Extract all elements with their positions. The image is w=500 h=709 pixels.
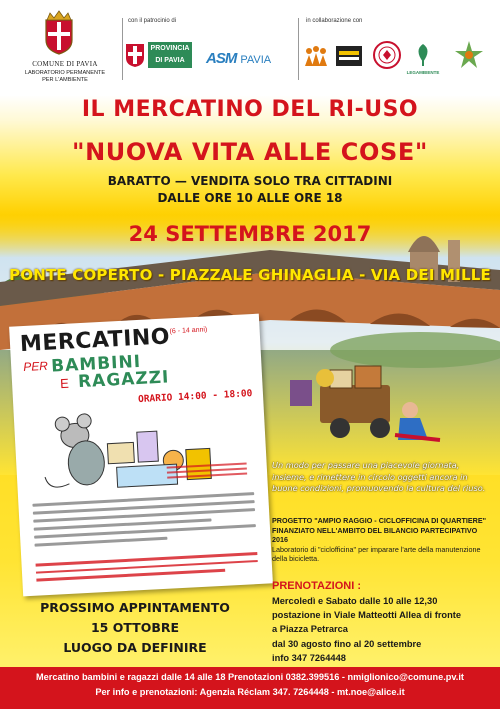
mouse-with-toys-illustration-icon: [35, 398, 220, 499]
flyer-title: MERCATINO: [19, 324, 171, 358]
provincia-logo-text: PROVINCIA DI PAVIA: [148, 42, 192, 68]
asm-pavia-text: PAVIA: [240, 54, 272, 66]
laboratorio-name: [10, 70, 120, 84]
flyer-red-text: [36, 552, 259, 586]
prenotazioni-line: a Piazza Petrarca: [272, 624, 348, 635]
flyer-body-text: [32, 492, 256, 552]
flyer-ragazzi: RAGAZZI: [77, 367, 170, 393]
prenotazioni-line: dal 30 agosto fino al 20 settembre: [272, 638, 422, 649]
prenotazioni-line: Mercoledì e Sabato dalle 10 alle 12,30: [272, 596, 438, 606]
lab-line-1: LABORATORIO PERMANENTE: [24, 70, 106, 76]
baratto-line: BARATTO — VENDITA SOLO TRA CITTADINI: [107, 174, 393, 188]
footer-bar: [0, 667, 500, 709]
orari-line: DALLE ORE 10 ALLE ORE 18: [157, 191, 343, 205]
progetto-title: PROGETTO "AMPIO RAGGIO - CICLOFFICINA DI QUARTIERE" FINANZIATO NELL'AMBITO DEL BILANCIO PARTECIPATIVO 2016: [272, 516, 487, 544]
flyer-per: PER: [22, 358, 49, 375]
divider: [298, 18, 299, 80]
progetto-text: Laboratorio di "ciclofficina" per imparare l'arte della manutenzione della bicicletta.: [272, 544, 481, 563]
prenotazioni-line: postazione in Viale Matteotti Allea di fronte: [272, 610, 462, 621]
divider: [122, 18, 123, 80]
prenotazioni-line: info 347 7264448: [272, 652, 346, 663]
prenotazioni-title: PRENOTAZIONI :: [272, 580, 362, 592]
patrocinio-label: con il patrocinio di: [128, 18, 177, 24]
asm-logo: [206, 50, 288, 70]
collaborator-seal-logo-icon: [372, 40, 402, 70]
prossimo-line-1: PROSSIMO APPINTAMENTO: [40, 600, 230, 615]
flyer-age: (6 - 14 anni): [169, 326, 208, 336]
mercatino-bambini-flyer: [9, 314, 273, 597]
prossimo-line-2: 15 OTTOBRE: [90, 620, 180, 635]
collaborator-star-logo-icon: [452, 38, 486, 72]
flyer-e: E: [59, 375, 70, 392]
legambiente-label: LEGAMBIENTE: [406, 70, 440, 75]
flyer-note: [167, 462, 248, 481]
provincia-logo: [124, 40, 192, 70]
main-title: IL MERCATINO DEL RI-USO: [81, 97, 419, 122]
progetto-block: [272, 516, 492, 564]
lab-line-2: PER L'AMBIENTE: [42, 77, 88, 83]
comune-name: COMUNE DI PAVIA: [32, 60, 98, 68]
event-date: 24 SETTEMBRE 2017: [128, 222, 372, 246]
footer-line-2: Per info e prenotazioni: Agenzia Réclam 347. 7264448 - mt.noe@alice.it: [95, 687, 405, 697]
legambiente-logo-icon: [408, 40, 438, 70]
collaborator-box-logo-icon: [334, 42, 364, 70]
flyer-bambini: BAMBINI: [50, 351, 142, 377]
prossimo-line-3: LUOGO DA DEFINIRE: [63, 640, 207, 655]
footer-line-1: Mercatino bambini e ragazzi dalle 14 alle 18 Prenotazioni 0382.399516 - nmiglionico@comune.pv.it: [36, 672, 464, 682]
provincia-crest-icon: [124, 40, 146, 68]
collaborator-figures-logo-icon: [302, 42, 330, 70]
collab-label: in collaborazione con: [306, 18, 363, 24]
event-places: PONTE COPERTO - PIAZZALE GHINAGLIA - VIA DEI MILLE: [9, 266, 491, 284]
header: [0, 0, 500, 96]
description-text: Un modo per passare una piacevole giornata, insieme, e rimettere in circolo oggetti ancora in buone condizioni, promuovendo la cultura del riuso.: [272, 460, 486, 493]
flyer-orario: ORARIO 14:00 - 18:00: [137, 388, 253, 406]
main-subtitle: "NUOVA VITA ALLE COSE": [72, 138, 428, 166]
asm-logo-text: ASM: [206, 50, 237, 67]
prenotazioni-body: [272, 594, 497, 665]
comune-crest-icon: [42, 10, 76, 56]
